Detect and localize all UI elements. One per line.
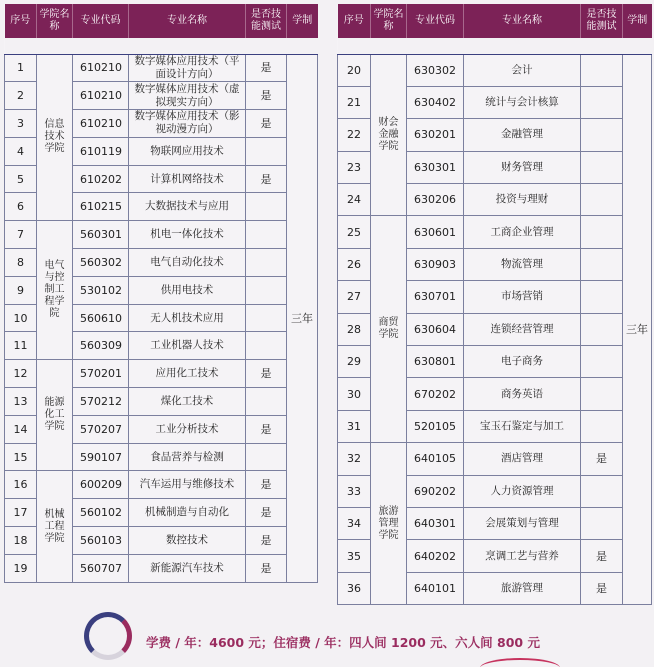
skill-test-flag [246, 276, 287, 304]
major-name: 数控技术 [129, 527, 246, 555]
row-number: 30 [338, 378, 371, 410]
skill-test-flag [246, 332, 287, 360]
major-code: 610215 [73, 193, 129, 221]
row-number: 28 [338, 313, 371, 345]
major-code: 610202 [73, 165, 129, 193]
major-name: 应用化工技术 [129, 360, 246, 388]
major-name: 电子商务 [464, 346, 581, 378]
row-number: 20 [338, 54, 371, 86]
header-spacer [338, 38, 652, 54]
row-number: 24 [338, 184, 371, 216]
header-school: 学院名称 [37, 4, 73, 38]
school-name: 商贸学院 [371, 216, 407, 443]
row-number: 4 [5, 137, 37, 165]
major-name: 宝玉石鉴定与加工 [464, 410, 581, 442]
major-code: 520105 [407, 410, 464, 442]
major-name: 数字媒体应用技术（虚拟现实方向） [129, 82, 246, 110]
major-name: 食品营养与检测 [129, 443, 246, 471]
table-header-row [5, 4, 318, 38]
major-code: 530102 [73, 276, 129, 304]
skill-test-flag: 是 [246, 165, 287, 193]
skill-test-flag [246, 249, 287, 277]
majors-table-right [337, 4, 652, 605]
major-code: 630604 [407, 313, 464, 345]
header-no: 序号 [338, 4, 371, 38]
major-name: 电气自动化技术 [129, 249, 246, 277]
skill-test-flag [581, 184, 623, 216]
row-number: 7 [5, 221, 37, 249]
major-code: 560301 [73, 221, 129, 249]
row-number: 25 [338, 216, 371, 248]
skill-test-flag: 是 [246, 471, 287, 499]
header-code: 专业代码 [407, 4, 464, 38]
major-code: 610210 [73, 110, 129, 138]
major-name: 数字媒体应用技术（平面设计方向） [129, 54, 246, 82]
major-code: 560103 [73, 527, 129, 555]
major-code: 570201 [73, 360, 129, 388]
major-code: 630601 [407, 216, 464, 248]
skill-test-flag [581, 281, 623, 313]
skill-test-flag [246, 193, 287, 221]
skill-test-flag [581, 346, 623, 378]
major-code: 630206 [407, 184, 464, 216]
header-school: 学院名称 [371, 4, 407, 38]
major-name: 物联网应用技术 [129, 137, 246, 165]
major-code: 640202 [407, 540, 464, 572]
row-number: 18 [5, 527, 37, 555]
row-number: 11 [5, 332, 37, 360]
table-header-row [338, 4, 652, 38]
header-no: 序号 [5, 4, 37, 38]
row-number: 35 [338, 540, 371, 572]
major-name: 烹调工艺与营养 [464, 540, 581, 572]
row-number: 22 [338, 119, 371, 151]
row-number: 19 [5, 554, 37, 582]
row-number: 8 [5, 249, 37, 277]
table-row [5, 221, 318, 249]
major-code: 570212 [73, 388, 129, 416]
skill-test-flag [581, 119, 623, 151]
major-code: 670202 [407, 378, 464, 410]
ring-decoration-icon [84, 612, 132, 660]
row-number: 23 [338, 151, 371, 183]
row-number: 13 [5, 388, 37, 416]
skill-test-flag [581, 54, 623, 86]
major-name: 人力资源管理 [464, 475, 581, 507]
skill-test-flag: 是 [581, 443, 623, 475]
major-name: 机械制造与自动化 [129, 499, 246, 527]
major-code: 630402 [407, 86, 464, 118]
school-name: 电气与控制工程学院 [37, 221, 73, 360]
row-number: 31 [338, 410, 371, 442]
header-major: 专业名称 [129, 4, 246, 38]
major-code: 630701 [407, 281, 464, 313]
major-name: 商务英语 [464, 378, 581, 410]
row-number: 34 [338, 507, 371, 539]
major-code: 640301 [407, 507, 464, 539]
major-name: 工业机器人技术 [129, 332, 246, 360]
school-name: 旅游管理学院 [371, 443, 407, 605]
row-number: 1 [5, 54, 37, 82]
skill-test-flag [581, 216, 623, 248]
major-name: 大数据技术与应用 [129, 193, 246, 221]
major-code: 570207 [73, 415, 129, 443]
skill-test-flag: 是 [246, 415, 287, 443]
major-code: 610210 [73, 54, 129, 82]
table-row [5, 471, 318, 499]
majors-table-left [4, 4, 318, 583]
major-code: 560610 [73, 304, 129, 332]
duration-cell: 三年 [623, 54, 652, 605]
skill-test-flag [581, 410, 623, 442]
header-code: 专业代码 [73, 4, 129, 38]
skill-test-flag: 是 [246, 527, 287, 555]
major-code: 630201 [407, 119, 464, 151]
row-number: 9 [5, 276, 37, 304]
major-code: 630302 [407, 54, 464, 86]
skill-test-flag [581, 248, 623, 280]
header-skill-test: 是否技能测试 [581, 4, 623, 38]
major-code: 560302 [73, 249, 129, 277]
school-name: 信息技术学院 [37, 54, 73, 221]
major-name: 投资与理财 [464, 184, 581, 216]
fee-banner [84, 612, 644, 664]
fee-text: 学费 / 年：4600 元；住宿费 / 年：四人间 1200 元、六人间 800 元 [146, 635, 540, 650]
skill-test-flag [246, 304, 287, 332]
major-name: 工业分析技术 [129, 415, 246, 443]
skill-test-flag: 是 [246, 499, 287, 527]
major-name: 汽车运用与维修技术 [129, 471, 246, 499]
skill-test-flag [246, 443, 287, 471]
header-skill-test: 是否技能测试 [246, 4, 287, 38]
major-code: 630903 [407, 248, 464, 280]
major-name: 会计 [464, 54, 581, 86]
major-name: 市场营销 [464, 281, 581, 313]
major-code: 560309 [73, 332, 129, 360]
skill-test-flag: 是 [246, 554, 287, 582]
major-name: 煤化工技术 [129, 388, 246, 416]
major-code: 600209 [73, 471, 129, 499]
major-name: 金融管理 [464, 119, 581, 151]
header-duration: 学制 [287, 4, 318, 38]
major-name: 会展策划与管理 [464, 507, 581, 539]
row-number: 36 [338, 572, 371, 604]
swoosh-decoration [480, 658, 560, 667]
skill-test-flag [581, 151, 623, 183]
major-name: 财务管理 [464, 151, 581, 183]
duration-cell: 三年 [287, 54, 318, 582]
table-row [5, 360, 318, 388]
major-name: 酒店管理 [464, 443, 581, 475]
skill-test-flag [581, 475, 623, 507]
row-number: 17 [5, 499, 37, 527]
row-number: 3 [5, 110, 37, 138]
major-name: 机电一体化技术 [129, 221, 246, 249]
major-code: 610210 [73, 82, 129, 110]
skill-test-flag: 是 [246, 82, 287, 110]
major-name: 物流管理 [464, 248, 581, 280]
major-code: 560102 [73, 499, 129, 527]
row-number: 15 [5, 443, 37, 471]
major-code: 690202 [407, 475, 464, 507]
header-spacer-cell [338, 38, 652, 54]
major-name: 无人机技术应用 [129, 304, 246, 332]
major-code: 640101 [407, 572, 464, 604]
major-name: 工商企业管理 [464, 216, 581, 248]
major-name: 供用电技术 [129, 276, 246, 304]
row-number: 27 [338, 281, 371, 313]
row-number: 14 [5, 415, 37, 443]
skill-test-flag [246, 137, 287, 165]
row-number: 21 [338, 86, 371, 118]
row-number: 32 [338, 443, 371, 475]
school-name: 财会金融学院 [371, 54, 407, 216]
skill-test-flag [246, 221, 287, 249]
table-row [338, 443, 652, 475]
header-spacer-cell [5, 38, 318, 54]
skill-test-flag [581, 86, 623, 118]
row-number: 5 [5, 165, 37, 193]
major-name: 连锁经营管理 [464, 313, 581, 345]
row-number: 2 [5, 82, 37, 110]
major-code: 590107 [73, 443, 129, 471]
school-name: 能源化工学院 [37, 360, 73, 471]
table-row [338, 54, 652, 86]
skill-test-flag: 是 [246, 54, 287, 82]
row-number: 10 [5, 304, 37, 332]
row-number: 6 [5, 193, 37, 221]
school-name: 机械工程学院 [37, 471, 73, 582]
major-name: 计算机网络技术 [129, 165, 246, 193]
skill-test-flag: 是 [581, 540, 623, 572]
skill-test-flag [246, 388, 287, 416]
major-name: 新能源汽车技术 [129, 554, 246, 582]
skill-test-flag [581, 378, 623, 410]
major-code: 630301 [407, 151, 464, 183]
header-spacer [5, 38, 318, 54]
table-row [338, 216, 652, 248]
major-name: 统计与会计核算 [464, 86, 581, 118]
major-code: 640105 [407, 443, 464, 475]
header-major: 专业名称 [464, 4, 581, 38]
skill-test-flag: 是 [581, 572, 623, 604]
skill-test-flag: 是 [246, 110, 287, 138]
table-row [5, 54, 318, 82]
major-name: 数字媒体应用技术（影视动漫方向） [129, 110, 246, 138]
major-name: 旅游管理 [464, 572, 581, 604]
row-number: 12 [5, 360, 37, 388]
skill-test-flag: 是 [246, 360, 287, 388]
row-number: 26 [338, 248, 371, 280]
skill-test-flag [581, 507, 623, 539]
row-number: 29 [338, 346, 371, 378]
row-number: 33 [338, 475, 371, 507]
skill-test-flag [581, 313, 623, 345]
row-number: 16 [5, 471, 37, 499]
major-code: 630801 [407, 346, 464, 378]
header-duration: 学制 [623, 4, 652, 38]
major-code: 560707 [73, 554, 129, 582]
major-code: 610119 [73, 137, 129, 165]
